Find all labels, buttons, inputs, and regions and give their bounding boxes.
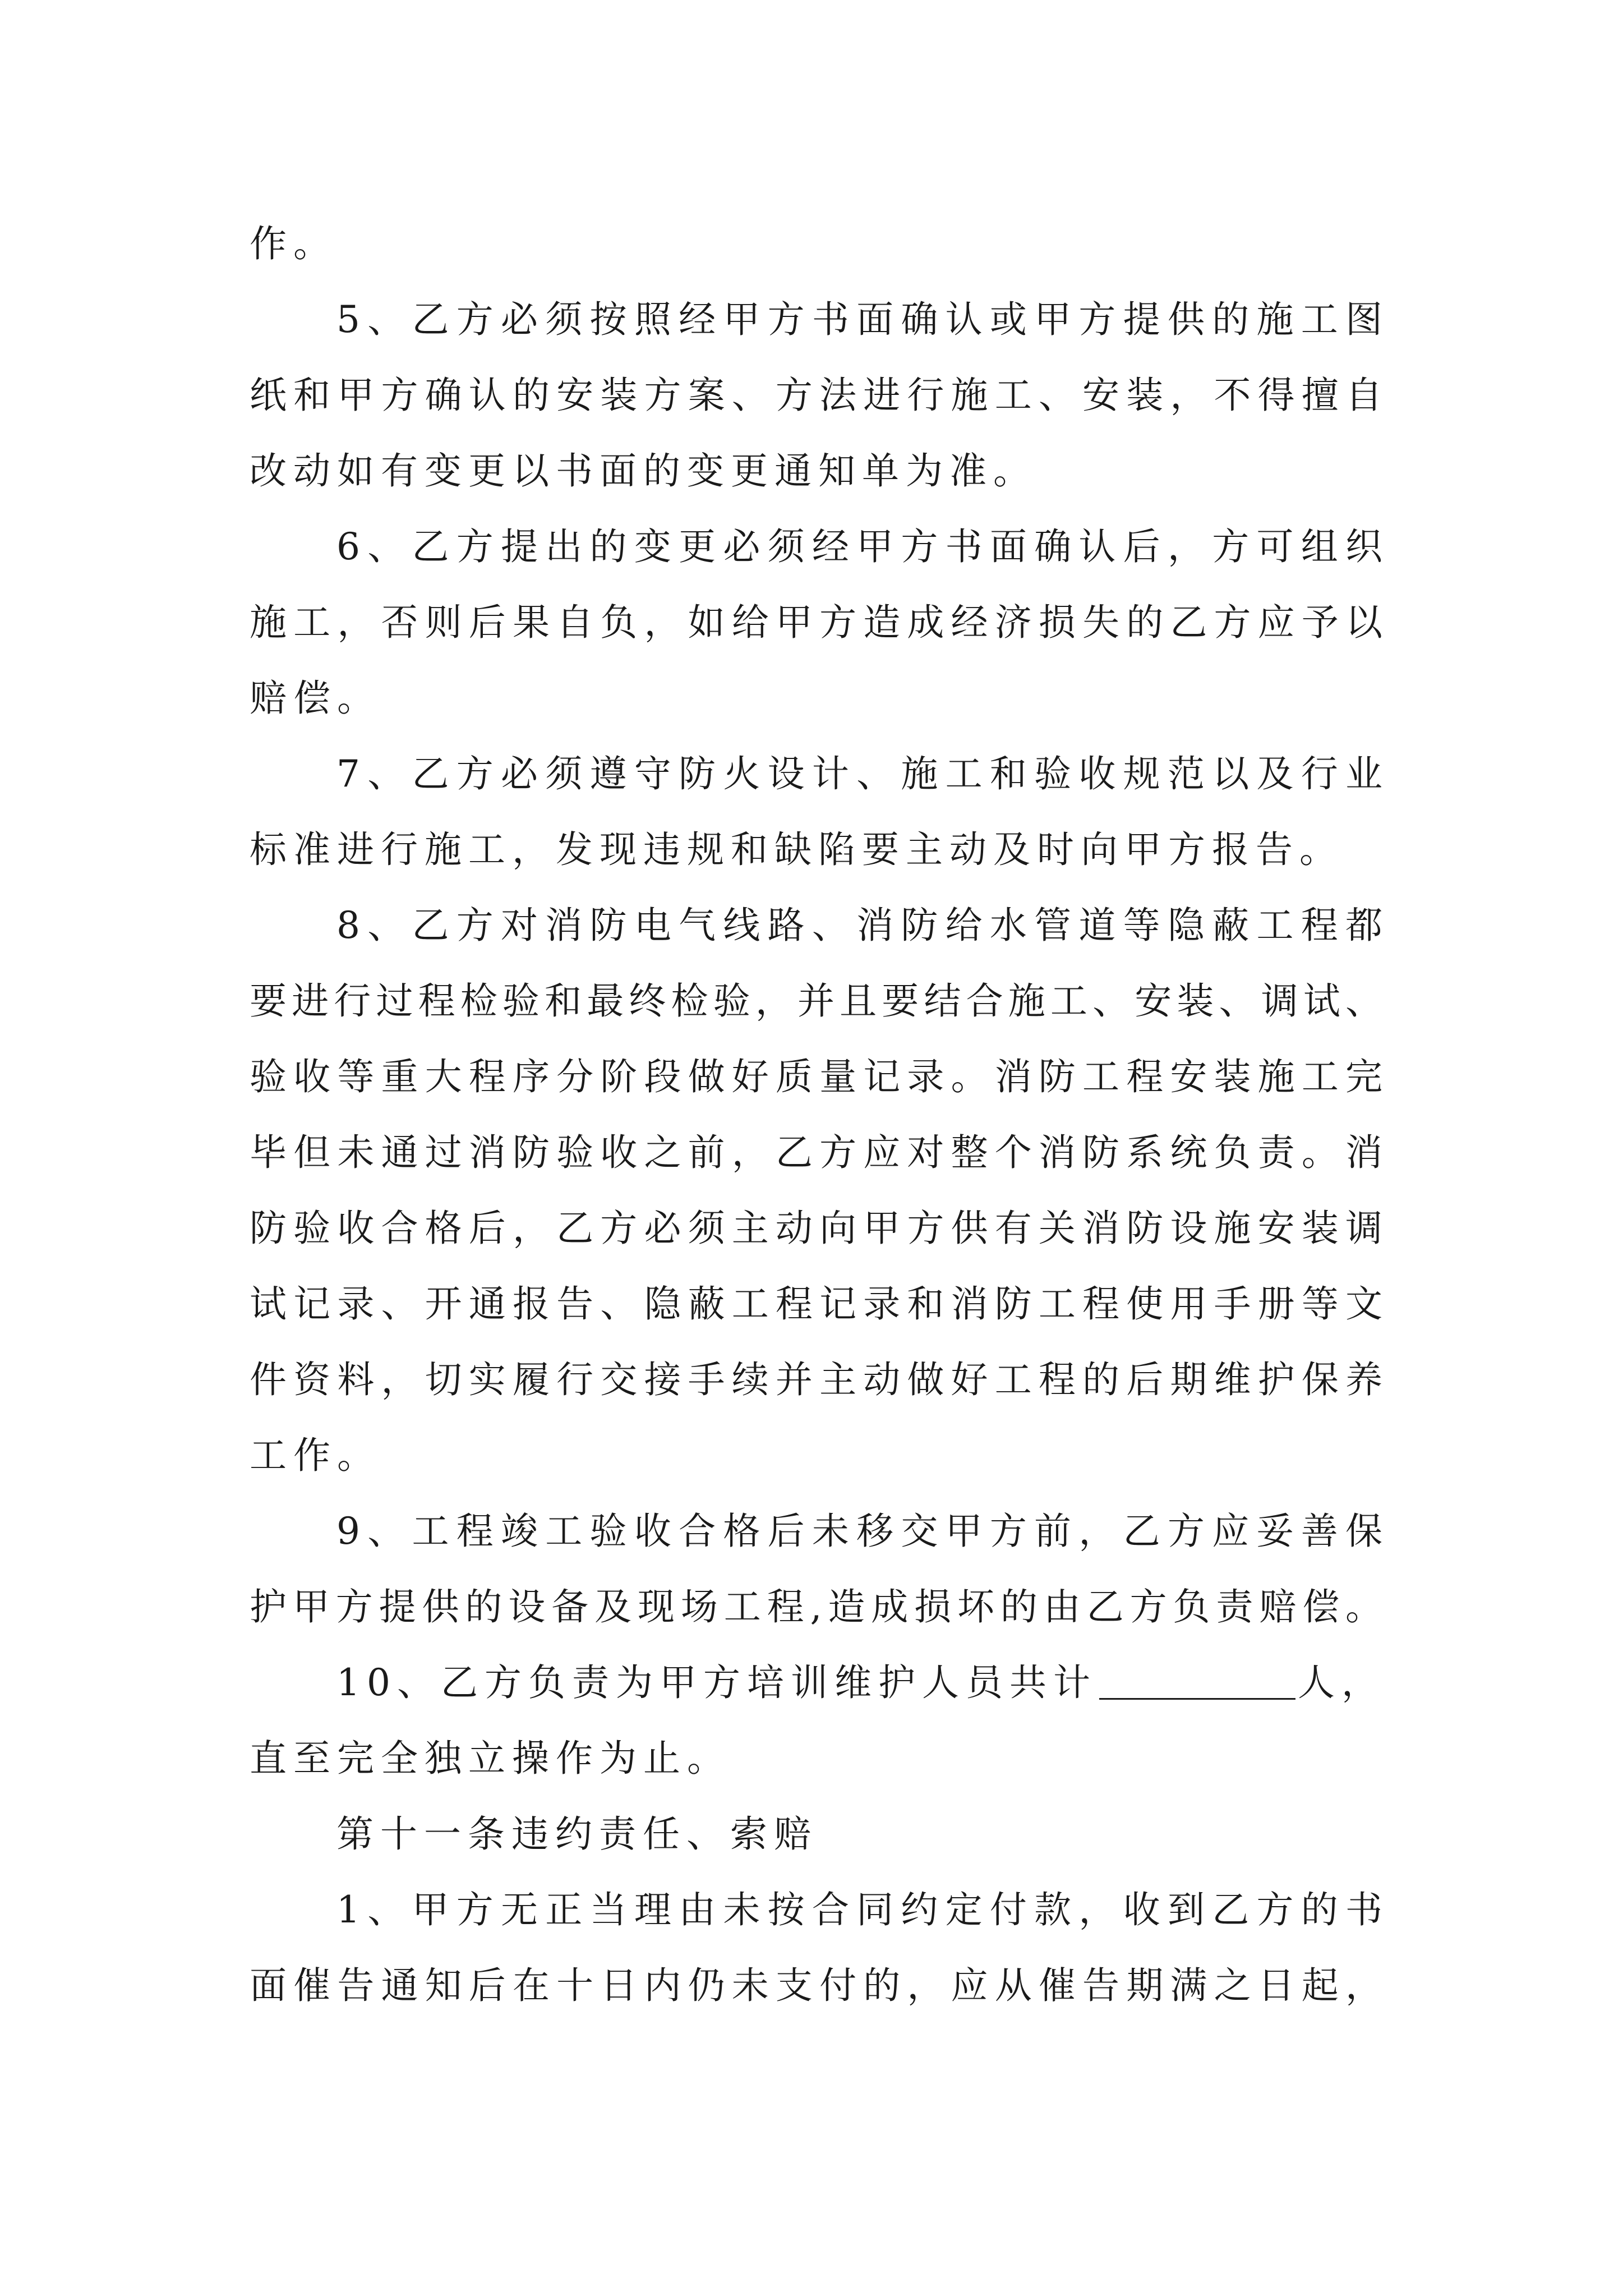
text-line: 1、甲方无正当理由未按合同约定付款，收到乙方的书 bbox=[336, 1888, 1382, 1931]
text-line: 护甲方提供的设备及现场工程,造成损坏的由乙方负责赔偿。 bbox=[250, 1585, 1382, 1628]
text-line: 7、乙方必须遵守防火设计、施工和验收规范以及行业 bbox=[336, 752, 1382, 795]
text-segment: 人， bbox=[1297, 1661, 1385, 1704]
text-line: 要进行过程检验和最终检验，并且要结合施工、安装、调试、 bbox=[250, 979, 1382, 1023]
text-line: 6、乙方提出的变更必须经甲方书面确认后，方可组织 bbox=[336, 525, 1382, 568]
text-line: 试记录、开通报告、隐蔽工程记录和消防工程使用手册等文 bbox=[250, 1282, 1382, 1326]
text-line: 件资料，切实履行交接手续并主动做好工程的后期维护保养 bbox=[250, 1358, 1382, 1401]
fill-in-blank bbox=[1099, 1661, 1295, 1700]
text-line: 纸和甲方确认的安装方案、方法进行施工、安装，不得擅自 bbox=[250, 374, 1382, 417]
text-line: 赔偿。 bbox=[250, 677, 381, 720]
text-segment: 10、乙方负责为甲方培训维护人员共计 bbox=[336, 1661, 1097, 1704]
text-line: 验收等重大程序分阶段做好质量记录。消防工程安装施工完 bbox=[250, 1055, 1382, 1098]
text-line: 标准进行施工，发现违规和缺陷要主动及时向甲方报告。 bbox=[250, 828, 1343, 871]
text-line-with-blank bbox=[336, 1655, 1385, 1711]
text-line: 作。 bbox=[250, 222, 337, 265]
text-line: 毕但未通过消防验收之前，乙方应对整个消防系统负责。消 bbox=[250, 1131, 1382, 1174]
section-heading: 第十一条违约责任、索赔 bbox=[336, 1812, 818, 1856]
text-line: 防验收合格后，乙方必须主动向甲方供有关消防设施安装调 bbox=[250, 1207, 1382, 1250]
text-line: 改动如有变更以书面的变更通知单为准。 bbox=[250, 449, 1037, 493]
text-line: 施工，否则后果自负，如给甲方造成经济损失的乙方应予以 bbox=[250, 601, 1382, 644]
text-line: 5、乙方必须按照经甲方书面确认或甲方提供的施工图 bbox=[336, 298, 1382, 341]
text-line: 9、工程竣工验收合格后未移交甲方前，乙方应妥善保 bbox=[336, 1510, 1382, 1553]
text-line: 8、乙方对消防电气线路、消防给水管道等隐蔽工程都 bbox=[336, 904, 1382, 947]
text-line: 面催告通知后在十日内仍未支付的，应从催告期满之日起， bbox=[250, 1964, 1382, 2007]
text-line: 工作。 bbox=[250, 1434, 381, 1477]
text-line: 直至完全独立操作为止。 bbox=[250, 1737, 731, 1780]
